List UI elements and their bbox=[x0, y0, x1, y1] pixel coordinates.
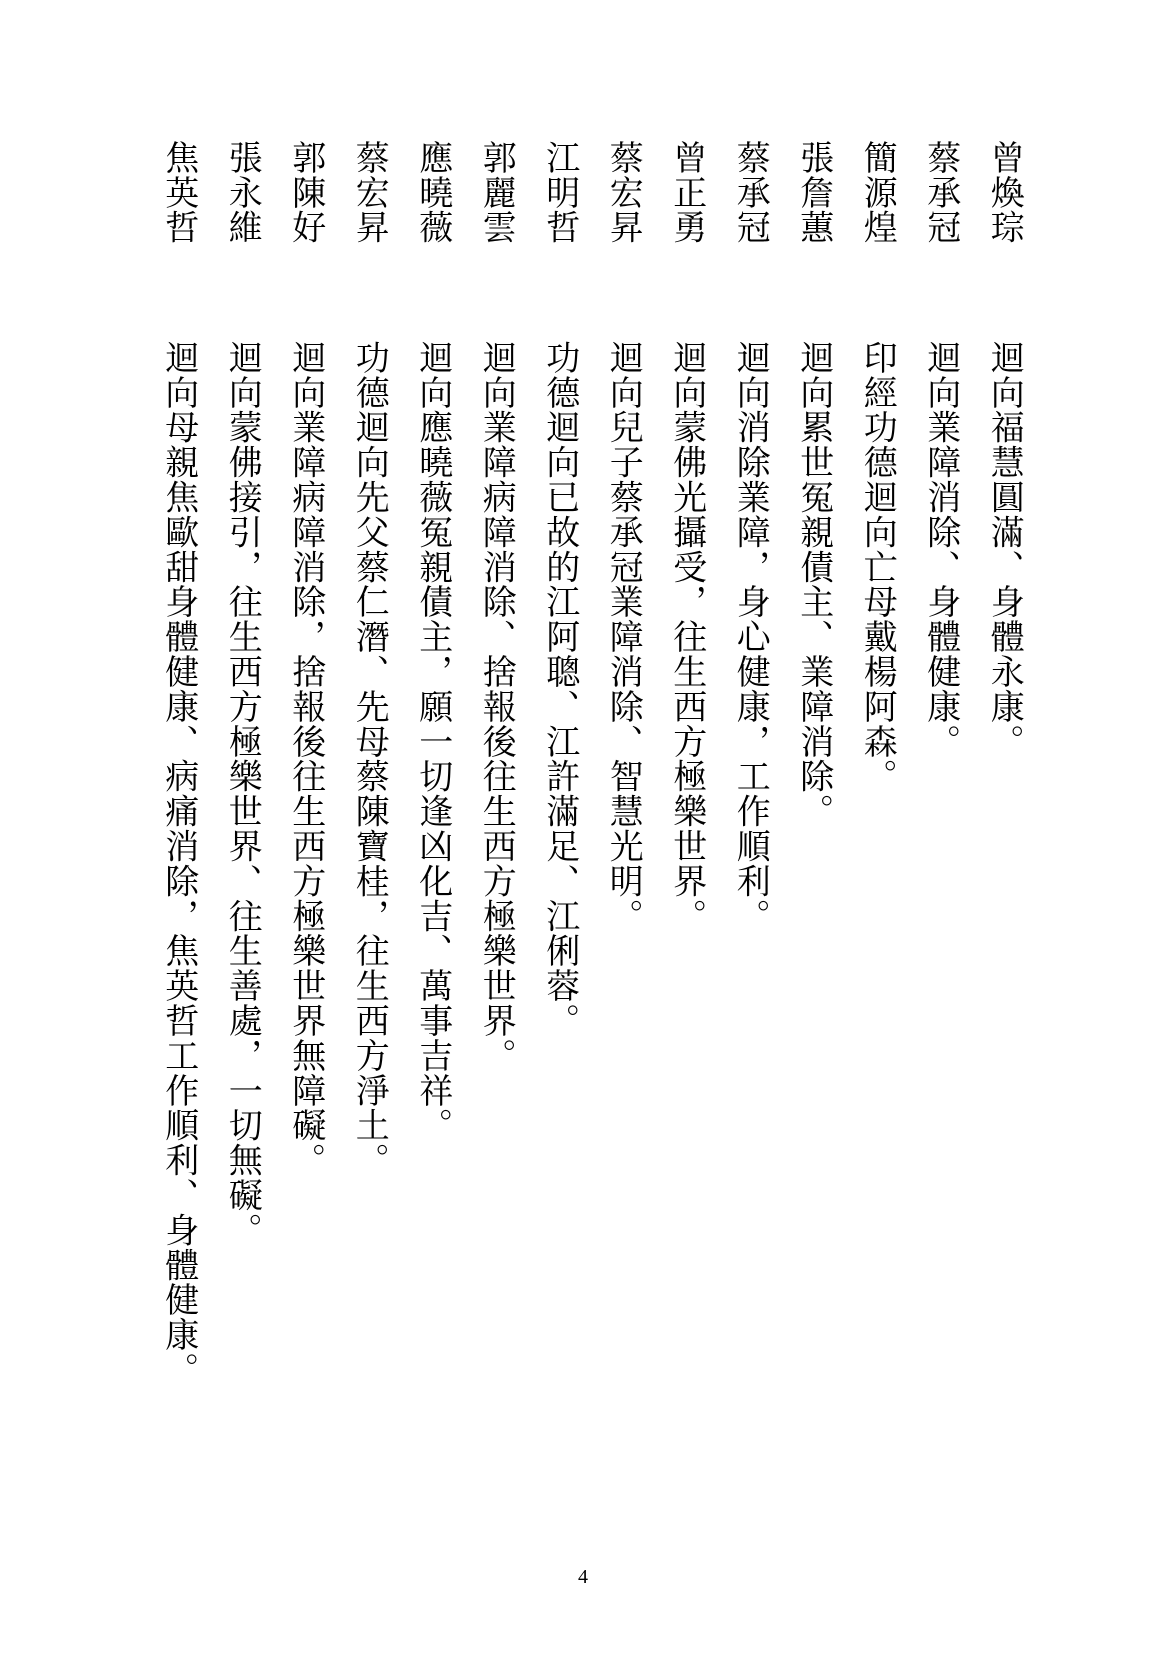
dedication-entry bbox=[465, 140, 529, 1340]
dedication-text: 迴向福慧圓滿、身體永康。 bbox=[984, 340, 1025, 759]
dedication-text: 印經功德迴向亡母戴楊阿森。 bbox=[857, 340, 898, 794]
dedication-text: 迴向蒙佛光攝受，往生西方極樂世界。 bbox=[666, 340, 707, 934]
dedication-entry bbox=[338, 140, 402, 1340]
dedication-entry bbox=[147, 140, 211, 1387]
dedication-text: 迴向母親焦歐甜身體健康、病痛消除，焦英哲工作順利、身體健康。 bbox=[158, 340, 199, 1387]
donor-name: 應曉薇 bbox=[412, 140, 453, 245]
dedication-entry bbox=[401, 140, 465, 1340]
donor-name: 張詹蕙 bbox=[793, 140, 834, 245]
donor-name: 郭麗雲 bbox=[476, 140, 517, 245]
donor-name: 蔡承冠 bbox=[920, 140, 961, 245]
donor-name: 曾正勇 bbox=[666, 140, 707, 245]
dedication-text: 迴向應曉薇冤親債主，願一切逢凶化吉、萬事吉祥。 bbox=[412, 340, 453, 1143]
dedication-list bbox=[147, 140, 1036, 1387]
dedication-entry bbox=[973, 140, 1037, 1340]
dedication-entry bbox=[782, 140, 846, 1340]
dedication-text: 迴向兒子蔡承冠業障消除、智慧光明。 bbox=[603, 340, 644, 934]
dedication-entry bbox=[655, 140, 719, 1340]
donor-name: 蔡承冠 bbox=[730, 140, 771, 245]
dedication-entry bbox=[846, 140, 910, 1340]
dedication-entry bbox=[211, 140, 275, 1340]
donor-name: 蔡宏昇 bbox=[349, 140, 390, 245]
donor-name: 焦英哲 bbox=[158, 140, 199, 245]
dedication-entry bbox=[528, 140, 592, 1340]
donor-name: 蔡宏昇 bbox=[603, 140, 644, 245]
donor-name: 簡源煌 bbox=[857, 140, 898, 245]
donor-name: 曾煥琮 bbox=[984, 140, 1025, 245]
dedication-text: 迴向業障病障消除，捨報後往生西方極樂世界無障礙。 bbox=[285, 340, 326, 1178]
dedication-entry bbox=[909, 140, 973, 1340]
donor-name: 江明哲 bbox=[539, 140, 580, 245]
dedication-text: 功德迴向已故的江阿聰、江許滿足、江俐蓉。 bbox=[539, 340, 580, 1038]
dedication-text: 功德迴向先父蔡仁潛、先母蔡陳寶桂，往生西方淨土。 bbox=[349, 340, 390, 1178]
dedication-text: 迴向業障病障消除、捨報後往生西方極樂世界。 bbox=[476, 340, 517, 1073]
dedication-entry bbox=[592, 140, 656, 1340]
dedication-text: 迴向蒙佛接引，往生西方極樂世界、往生善處，一切無礙。 bbox=[222, 340, 263, 1248]
dedication-entry bbox=[274, 140, 338, 1340]
dedication-entry bbox=[719, 140, 783, 1340]
dedication-text: 迴向消除業障，身心健康，工作順利。 bbox=[730, 340, 771, 934]
donor-name: 郭陳好 bbox=[285, 140, 326, 245]
page-number: 4 bbox=[578, 1566, 588, 1588]
dedication-text: 迴向累世冤親債主、業障消除。 bbox=[793, 340, 834, 829]
dedication-text: 迴向業障消除、身體健康。 bbox=[920, 340, 961, 759]
donor-name: 張永維 bbox=[222, 140, 263, 245]
